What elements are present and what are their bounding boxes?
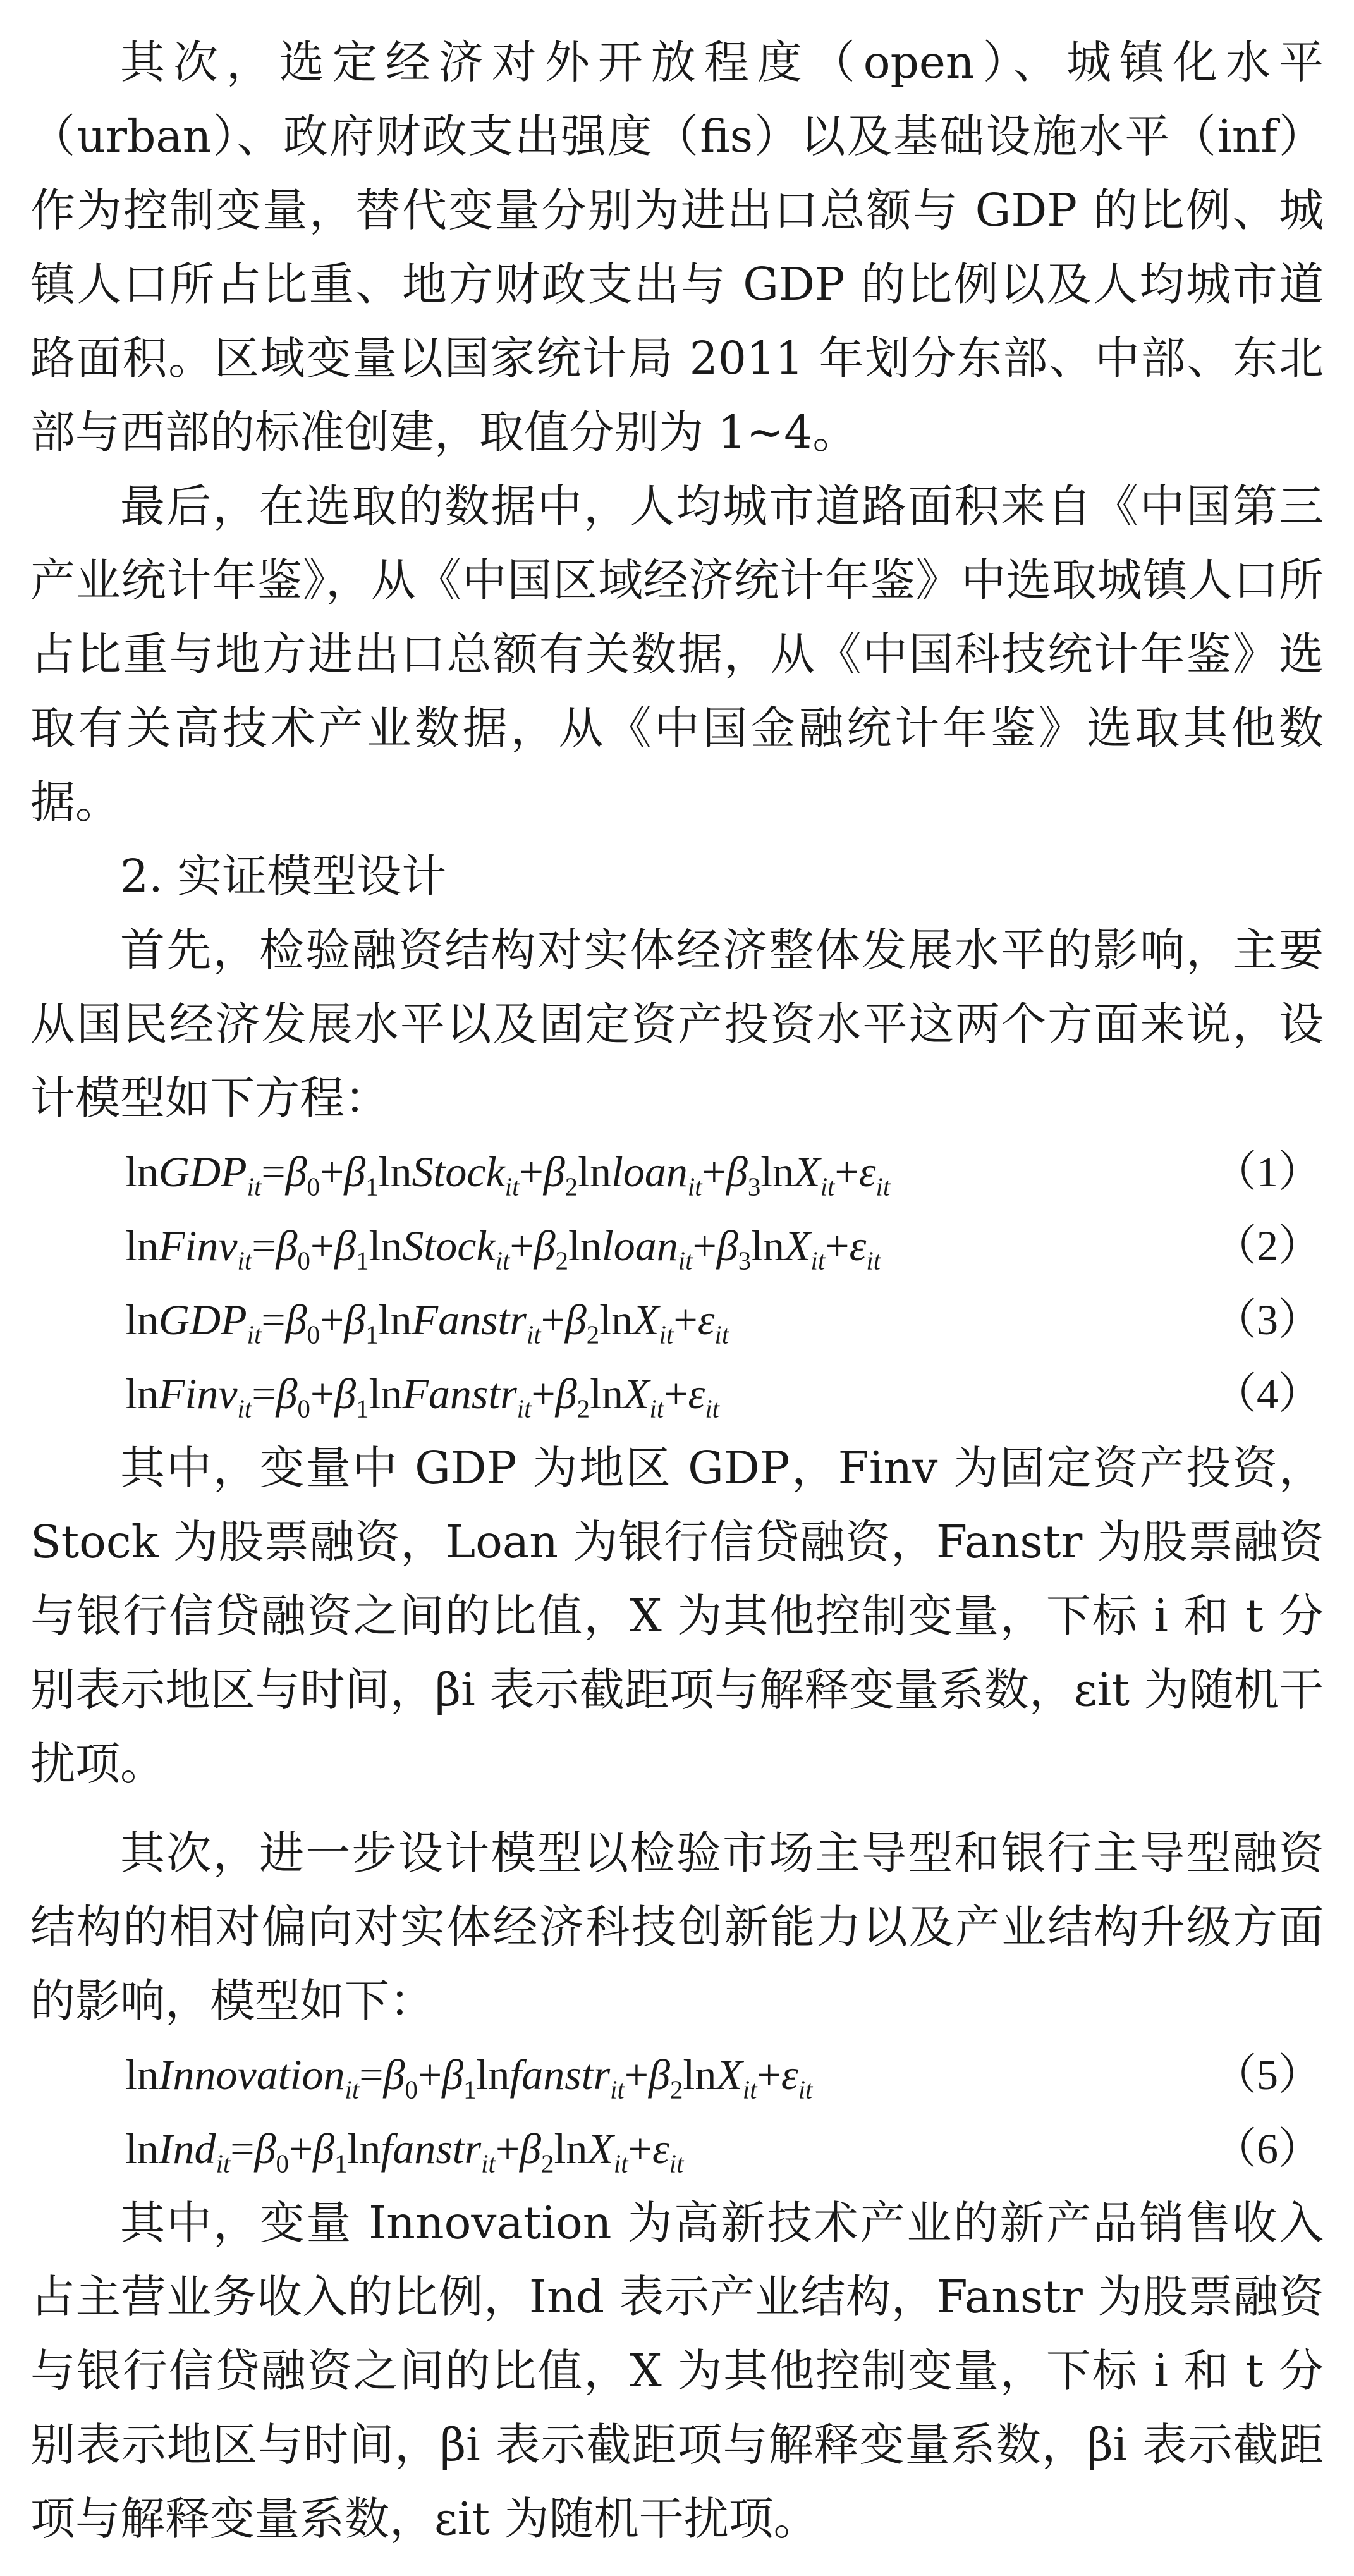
equation: $lnFinv_{it}=\beta_0+\beta_1lnFanstr_{it}+\beta_2\ln X_{it}+\varepsilon_{it}$ <box>125 1370 720 1423</box>
equation-number: （2） <box>1213 1222 1321 1270</box>
equation: $lnInd_{it}=\beta_0+\beta_1lnfanstr_{it}+\beta_2\ln X_{it}+\varepsilon_{it}$ <box>125 2125 684 2178</box>
paragraph-variable-definitions: 其中，变量中 GDP 为地区 GDP，Finv 为固定资产投资，Stock 为股票融资，Loan 为银行信贷融资，Fanstr 为股票融资与银行信贷融资之间的比值，X 为其他控制变量，下标 i 和 t 分别表示地区与时间，βi 表示截距项与解释变量系数，εit 为随机干扰项。 <box>30 1442 1324 1790</box>
equation: $lnFinv_{it}=\beta_0+\beta_1lnStock_{it}+\beta_2lnloan_{it}+\beta_3\ln X_{it}+\varepsilon_{it}$ <box>125 1222 881 1275</box>
equation-number: （6） <box>1213 2125 1321 2173</box>
equation-row <box>30 1357 1324 1431</box>
equation-row <box>30 1209 1324 1283</box>
equation-number: （3） <box>1213 1296 1321 1344</box>
paragraph-data-sources: 最后，在选取的数据中，人均城市道路面积来自《中国第三产业统计年鉴》，从《中国区域经济统计年鉴》中选取城镇人口所占比重与地方进出口总额有关数据，从《中国科技统计年鉴》选取有关高技术产业数据，从《中国金融统计年鉴》选取其他数据。 <box>30 480 1324 828</box>
equation: $lnGDP_{it}=\beta_0+\beta_1lnFanstr_{it}+\beta_2\ln X_{it}+\varepsilon_{it}$ <box>125 1296 729 1349</box>
equation-number: （1） <box>1213 1148 1321 1196</box>
equation-number: （4） <box>1213 1370 1321 1418</box>
equation-row <box>30 2112 1324 2186</box>
section-heading: 2. 实证模型设计 <box>120 850 447 902</box>
equation-row <box>30 1283 1324 1357</box>
paragraph-control-variables: 其次，选定经济对外开放程度（open）、城镇化水平（urban）、政府财政支出强度（fis）以及基础设施水平（inf）作为控制变量，替代变量分别为进出口总额与 GDP 的比例、城镇人口所占比重、地方财政支出与 GDP 的比例以及人均城市道路面积。区域变量以国家统计局 2011 年划分东部、中部、东北部与西部的标准创建，取值分别为 1~4。 <box>30 36 1324 458</box>
equation: $lnGDP_{it}=\beta_0+\beta_1lnStock_{it}+\beta_2lnloan_{it}+\beta_3\ln X_{it}+\varepsilon_{it}$ <box>125 1148 891 1201</box>
paragraph-innovation-definitions: 其中，变量 Innovation 为高新技术产业的新产品销售收入占主营业务收入的比例，Ind 表示产业结构，Fanstr 为股票融资与银行信贷融资之间的比值，X 为其他控制变量，下标 i 和 t 分别表示地区与时间，βi 表示截距项与解释变量系数，βi 表示截距项与解释变量系数，εit 为随机干扰项。 <box>30 2197 1324 2545</box>
equation-number: （5） <box>1213 2051 1321 2099</box>
equation-row <box>30 2038 1324 2112</box>
equation-row <box>30 1135 1324 1209</box>
paragraph-further-model: 其次，进一步设计模型以检验市场主导型和银行主导型融资结构的相对偏向对实体经济科技创新能力以及产业结构升级方面的影响，模型如下： <box>30 1827 1324 2027</box>
equation: $lnInnovation_{it}=\beta_0+\beta_1lnfanstr_{it}+\beta_2\ln X_{it}+\varepsilon_{it}$ <box>125 2051 813 2104</box>
paragraph-model-intro: 首先，检验融资结构对实体经济整体发展水平的影响，主要从国民经济发展水平以及固定资产投资水平这两个方面来说，设计模型如下方程： <box>30 924 1324 1124</box>
